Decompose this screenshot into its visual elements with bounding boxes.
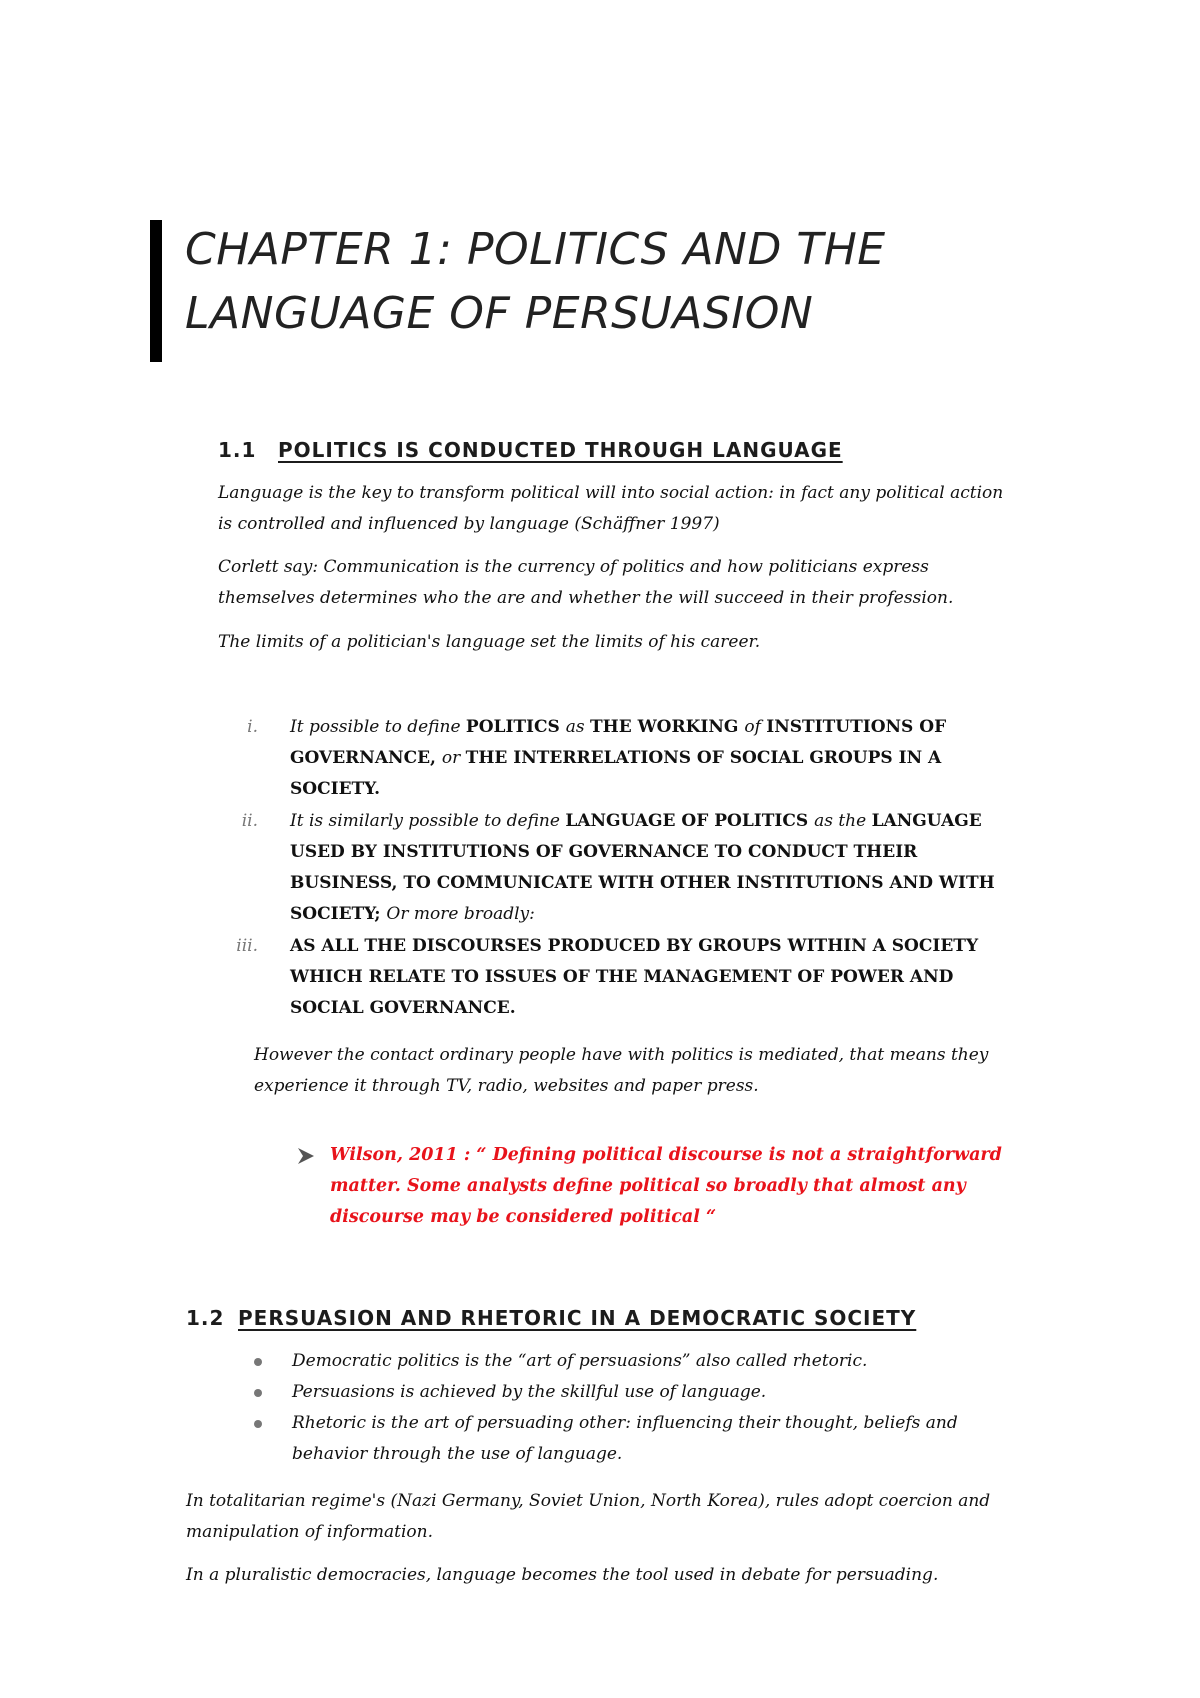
list-item <box>218 712 1008 805</box>
arrow-bullet-icon <box>296 1146 316 1166</box>
chapter-heading-bar <box>150 220 162 362</box>
bullet-dot-icon <box>254 1389 262 1397</box>
bullet-dot-icon <box>254 1358 262 1366</box>
paragraph-limits: The limits of a politician's language set the limits of his career. <box>218 632 761 652</box>
rhetoric-bullets <box>254 1346 1024 1470</box>
bullet-dot-icon <box>254 1420 262 1428</box>
list-marker: ii. <box>241 811 258 831</box>
wilson-quote <box>298 1140 1028 1233</box>
list-item <box>218 931 1008 1024</box>
paragraph-language-key: Language is the key to transform political will into social action: in fact any political action is controlled and influenced by language (Schäffner 1997) <box>218 483 1004 534</box>
list-item: Persuasions is achieved by the skillful use of language. <box>254 1377 1024 1408</box>
section-2-title: PERSUASION AND RHETORIC IN A DEMOCRATIC SOCIETY <box>238 1306 917 1330</box>
section-2-heading <box>186 1306 916 1330</box>
section-2-number: 1.2 <box>186 1306 225 1330</box>
quote-text: Wilson, 2011 : “ Defining political discourse is not a straightforward matter. Some analysts define political so broadly that almost any discourse may be considered political “ <box>330 1145 1002 1227</box>
list-item: Rhetoric is the art of persuading other: influencing their thought, beliefs and behavior through the use of language. <box>254 1408 1024 1470</box>
list-marker: iii. <box>236 936 258 956</box>
list-marker: i. <box>247 717 258 737</box>
definitions-list <box>218 712 1008 1025</box>
section-1-title: POLITICS IS CONDUCTED THROUGH LANGUAGE <box>278 438 843 462</box>
paragraph-mediated: However the contact ordinary people have with politics is mediated, that means they experience it through TV, radio, websites and paper press. <box>254 1045 989 1096</box>
list-item-text: It is similarly possible to define LANGUAGE OF POLITICS as the LANGUAGE USED BY INSTITUTIONS OF GOVERNANCE TO CONDUCT THEIR BUSINESS, TO COMMUNICATE WITH OTHER INSTITUTIONS AND WITH SOCIETY; Or more broadly: <box>290 811 995 924</box>
paragraph-totalitarian: In totalitarian regime's (Nazi Germany, Soviet Union, North Korea), rules adopt coercion and manipulation of information. <box>186 1491 991 1542</box>
paragraph-pluralistic: In a pluralistic democracies, language becomes the tool used in debate for persuading. <box>186 1565 939 1585</box>
list-item <box>218 806 1008 930</box>
list-item-text: It possible to define POLITICS as THE WORKING of INSTITUTIONS OF GOVERNANCE, or THE INTERRELATIONS OF SOCIAL GROUPS IN A SOCIETY. <box>290 717 947 799</box>
section-1-number: 1.1 <box>218 438 257 462</box>
chapter-title: CHAPTER 1: POLITICS AND THE LANGUAGE OF PERSUASION <box>185 224 886 339</box>
list-item: Democratic politics is the “art of persuasions” also called rhetoric. <box>254 1346 1024 1377</box>
section-1-heading <box>218 438 843 462</box>
paragraph-corlett: Corlett say: Communication is the currency of politics and how politicians express themselves determines who the are and whether the will succeed in their profession. <box>218 557 954 608</box>
list-item-text: AS ALL THE DISCOURSES PRODUCED BY GROUPS WITHIN A SOCIETY WHICH RELATE TO ISSUES OF THE MANAGEMENT OF POWER AND SOCIAL GOVERNANCE. <box>290 936 979 1018</box>
